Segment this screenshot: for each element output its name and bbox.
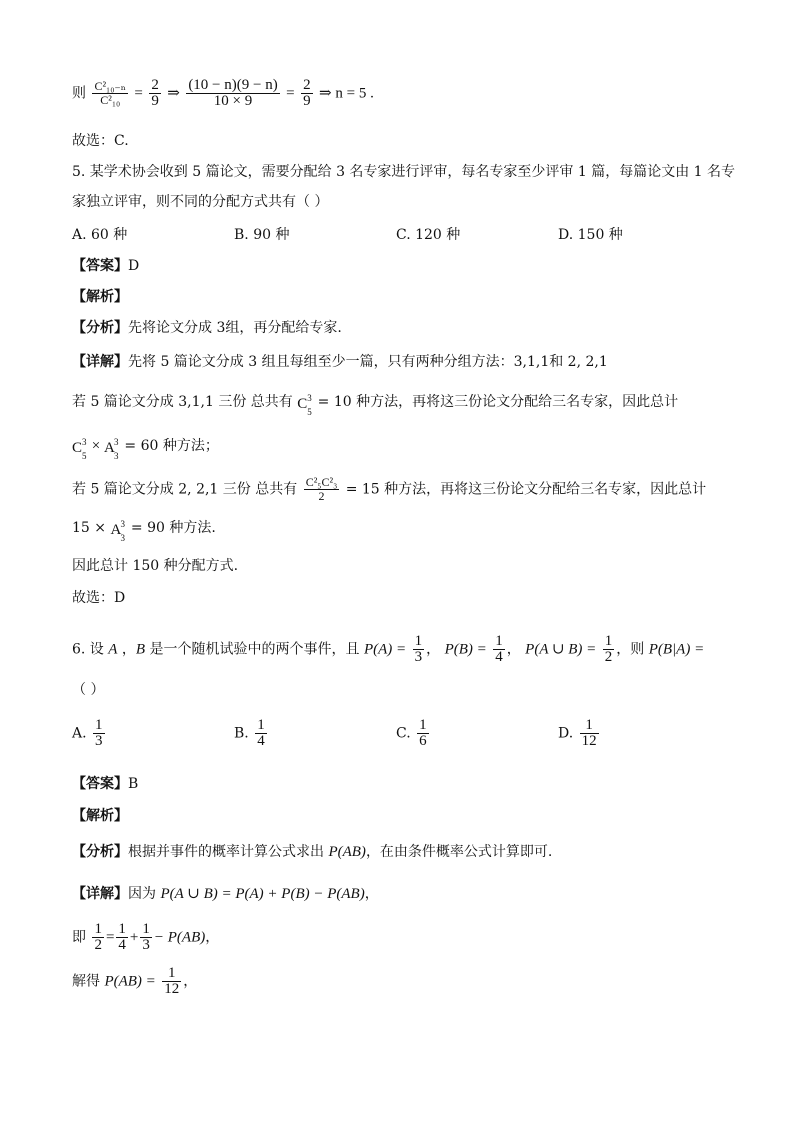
text-jiede: 解得: [72, 973, 105, 990]
q6-ji-line: [72, 922, 219, 953]
q5-option-a: A. 60 种: [72, 227, 128, 243]
choose-answer-d: 故选：D: [72, 590, 126, 606]
fraction-numerator: 1: [142, 921, 150, 937]
prob-ab: P(AB): [328, 844, 366, 860]
fraction-two-ninths-2: [301, 78, 313, 109]
minus-pab: − P(AB): [153, 929, 206, 946]
q6-xiangjie: [72, 884, 379, 904]
answer-value: D: [128, 258, 140, 274]
option-label: A.: [72, 725, 87, 742]
fraction-numerator: (10 − n)(9 − n): [188, 77, 278, 93]
arrangement-symbol: A 3 3: [103, 437, 119, 461]
q6-option-b: [234, 718, 269, 749]
fraction-denominator: 12: [581, 733, 597, 749]
event-a: A: [108, 641, 118, 658]
fraction-one-twelfth: [162, 966, 181, 997]
case-2-text-a: 若 5 篇论文分成 2, 2,1 三份 总共有: [72, 481, 298, 498]
q6-option-d: [558, 718, 601, 749]
xiangjie-comma: ，: [364, 886, 379, 902]
fraction-denominator: 2: [94, 937, 102, 953]
fenxi-text: 先将论文分成 3组，再分配给专家.: [128, 320, 342, 336]
xiangjie-tag: 【详解】: [72, 886, 128, 902]
fraction-numerator: 1: [495, 633, 503, 649]
equation-tail: ⇒ n = 5 .: [319, 85, 374, 102]
fraction-numerator: 1: [162, 966, 181, 982]
xiangjie-tag: 【详解】: [72, 354, 128, 370]
text-ji: 即: [72, 929, 86, 946]
option-fraction: [93, 718, 105, 749]
q6-text-2: 是一个随机试验中的两个事件，且: [145, 641, 364, 658]
prob-b: P(B) =: [444, 641, 487, 658]
text-ze: 则: [72, 85, 86, 102]
equation-line-1: [72, 78, 374, 109]
fraction-denominator: 12: [164, 981, 180, 997]
question-5-line-1: 5. 某学术协会收到 5 篇论文，需要分配给 3 名专家进行评审，每名专家至少评审 1 篇，每篇论文由 1 名专: [72, 164, 736, 180]
fraction-third: [140, 922, 152, 953]
fraction-product: [186, 78, 279, 109]
fraction-numerator: 1: [94, 921, 102, 937]
fraction-denominator: 9: [303, 93, 311, 109]
answer-value: B: [128, 776, 139, 792]
case-1-text-b: = 10 种方法，再将这三份论文分配给三名专家，因此总计: [313, 394, 679, 410]
question-6-line-1: 6. 设 A ，B 是一个随机试验中的两个事件，且 P(A) = $\frac{1}{3}$ ， P(B) = $\frac{1}{4}$ ， P(A ∪ B) = $\frac{1}{2}$ ，则 P(B|A) =: [72, 633, 705, 665]
fraction-denominator: 4: [257, 733, 265, 749]
fraction-numerator: 1: [604, 633, 613, 649]
q5-case-1: [72, 392, 679, 417]
answer-tag: 【答案】: [72, 776, 128, 792]
fraction-numerator: 1: [257, 717, 265, 733]
equals-sign: =: [286, 85, 295, 102]
q5-case-2: [72, 476, 706, 503]
q5-xiangjie: [72, 352, 608, 372]
conditional-prob: P(B|A) =: [648, 641, 705, 658]
fraction-numerator: 2: [303, 77, 311, 93]
fraction-numerator: 1: [95, 717, 103, 733]
q5-total: 因此总计 150 种分配方式.: [72, 558, 239, 574]
q5-analysis-heading: 【解析】: [72, 289, 128, 305]
implies-arrow: ⇒: [167, 85, 180, 102]
fraction-one-third: [413, 634, 425, 665]
fraction-denominator: 4: [118, 937, 126, 953]
fraction-numerator: C²₅C²₃: [305, 475, 338, 489]
answer-tag: 【答案】: [72, 258, 128, 274]
q6-option-a: [72, 718, 107, 749]
comma: ，: [205, 929, 220, 946]
fraction-one-half: [603, 634, 615, 665]
q5-option-d: D. 150 种: [558, 227, 623, 243]
fenxi-text: 根据并事件的概率计算公式求出: [128, 844, 329, 860]
q5-fenxi: [72, 318, 342, 338]
fraction-denominator: 9: [151, 93, 159, 109]
q6-answer: [72, 774, 138, 794]
q5-case-1-total: C 3 5 × A 3 3 = 60 种方法；: [72, 437, 219, 461]
option-fraction: [580, 718, 599, 749]
option-label: B.: [234, 725, 249, 742]
q5-option-c: C. 120 种: [396, 227, 461, 243]
prob-a: P(A) =: [363, 641, 407, 658]
fenxi-text-2: ，在由条件概率公式计算即可.: [365, 844, 553, 860]
q6-jiede-line: [72, 966, 197, 997]
union-formula: P(A ∪ B) = P(A) + P(B) − P(AB): [160, 886, 365, 902]
fraction-denominator: 10 × 9: [213, 93, 253, 109]
fraction-case-2: [304, 476, 340, 503]
prob-union: P(A ∪ B) =: [525, 641, 597, 658]
fraction-quarter: [116, 922, 128, 953]
fraction-half: [92, 922, 104, 953]
option-fraction: [417, 718, 429, 749]
q6-text: 6. 设: [72, 641, 109, 658]
option-fraction: [255, 718, 267, 749]
prob-ab-result: P(AB) =: [104, 973, 156, 990]
xiangjie-text: 先将 5 篇论文分成 3 组且每组至少一篇，只有两种分组方法：3,1,1和 2, 2,1: [128, 354, 608, 370]
fraction-denominator: C²₁₀: [100, 93, 121, 107]
case-2-text-b: = 15 种方法，再将这三份论文分配给三名专家，因此总计: [341, 481, 707, 498]
q6-ze: ，则: [616, 641, 649, 658]
fraction-numerator: 1: [580, 718, 599, 734]
q5-option-b: B. 90 种: [234, 227, 290, 243]
plus-sign: +: [129, 929, 139, 946]
equals-sign: =: [105, 929, 115, 946]
combination-symbol: C 3 5: [297, 393, 312, 417]
fraction-combination: [92, 80, 128, 107]
fraction-two-ninths: [149, 78, 161, 109]
fraction-denominator: 3: [142, 937, 150, 953]
comma: ，: [183, 973, 198, 990]
option-label: C.: [396, 725, 411, 742]
fraction-numerator: 1: [414, 633, 423, 649]
q5-answer: [72, 256, 139, 276]
fraction-denominator: 2: [318, 489, 325, 503]
xiangjie-text: 因为: [128, 886, 161, 902]
q6-analysis-heading: 【解析】: [72, 808, 128, 824]
case-2-text-d: = 90 种方法.: [126, 520, 216, 536]
option-label: D.: [558, 725, 574, 742]
equals-sign: =: [134, 85, 143, 102]
fraction-denominator: 4: [495, 649, 503, 665]
fraction-denominator: 3: [95, 733, 103, 749]
combination-symbol: C 3 5: [72, 437, 87, 461]
fraction-numerator: 1: [118, 921, 126, 937]
fraction-denominator: 2: [604, 649, 613, 665]
fraction-one-fourth: [493, 634, 505, 665]
q6-fenxi: [72, 842, 552, 862]
q6-paren: （ ）: [72, 682, 105, 698]
fraction-numerator: C²₁₀₋ₙ: [94, 79, 126, 93]
q6-option-c: [396, 718, 431, 749]
fenxi-tag: 【分析】: [72, 320, 128, 336]
case-1-text-c: = 60 种方法；: [119, 438, 219, 454]
fraction-numerator: 1: [419, 717, 427, 733]
event-b: B: [135, 641, 146, 658]
q5-case-2-total: [72, 518, 216, 543]
fraction-denominator: 3: [414, 649, 423, 665]
fraction-numerator: 2: [151, 77, 159, 93]
case-1-text-a: 若 5 篇论文分成 3,1,1 三份 总共有: [72, 394, 298, 410]
choose-answer-c: 故选：C.: [72, 133, 129, 149]
arrangement-symbol: A 3 3: [110, 519, 125, 543]
fenxi-tag: 【分析】: [72, 844, 128, 860]
question-5-line-2: 家独立评审，则不同的分配方式共有（ ）: [72, 194, 329, 210]
fraction-denominator: 6: [419, 733, 427, 749]
case-2-text-c: 15 ×: [72, 520, 111, 536]
q6-comma: ，: [117, 641, 136, 658]
